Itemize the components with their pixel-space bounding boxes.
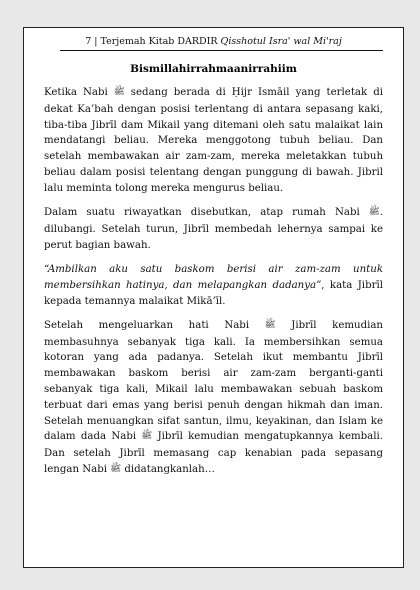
honorific-glyph-icon: ﷺ [368, 207, 380, 218]
book-subtitle: Qisshotul Isra' wal Mi'raj [220, 36, 342, 47]
book-title: Terjemah Kitab DARDIR [100, 36, 218, 47]
paragraph-2 [44, 205, 383, 253]
text-run: sedang berada di Ḥijr Ismāil yang terletak di dekat Ka’bah dengan posisi terlentang di antara sepasang kaki, tiba-tiba Jibrīl dam Mikail yang ditemani oleh satu malaikat lain mendatangi beliau. Mereka menggotong tubuh beliau. Dan setelah membawakan air zam-zam, mereka meletakkan tubuh beliau dalam posisi telentang dengan punggung di bawah. Jibril lalu meminta tolong mereka mengurus beliau. [44, 87, 383, 194]
text-run: Setelah mengeluarkan hati Nabi [44, 319, 265, 331]
text-run: didatangkanlah… [121, 464, 215, 476]
running-header [24, 36, 403, 47]
quoted-speech: “Ambilkan aku satu baskom berisi air zam-zam untuk membersihkan hatinya, dan melapangkan dadanya” [44, 263, 383, 291]
text-run: Jibrīl kemudian mengatupkannya kembali. Dan setelah Jibrīl memasang cap kenabian pada sepasang lengan Nabi [44, 431, 383, 476]
honorific-glyph-icon: ﷺ [110, 464, 122, 475]
honorific-glyph-icon: ﷺ [264, 319, 276, 330]
paragraph-1 [44, 85, 383, 197]
header-separator: | [91, 36, 101, 47]
basmala-heading: Bismillahirrahmaanirrahiim [130, 63, 297, 75]
honorific-glyph-icon: ﷺ [141, 431, 153, 442]
document-page [23, 27, 404, 568]
text-run: Jibrīl kemudian membasuhnya sebanyak tiga kali. Ia membersihkan semua kotoran yang ada padanya. Setelah ikut membantu Jibrīl membawakan baskom berisi air zam-zam berganti-ganti sebanyak tiga kali, Mikail lalu membawakan sebuah baskom terbuat dari emas yang berisi penuh dengan hikmah dan iman. Setelah menuangkan sifat santun, ilmu, keyakinan, dan Islam ke dalam dada Nabi [44, 319, 383, 443]
paragraph-4 [44, 318, 383, 479]
text-run: . dilubangi. Setelah turun, Jibrīl membedah lehernya sampai ke perut bagian bawah. [44, 207, 383, 251]
honorific-glyph-icon: ﷺ [113, 87, 125, 97]
body-text [44, 85, 383, 487]
page-number: 7 [85, 36, 92, 47]
header-rule [60, 50, 383, 51]
text-run: , kata Jibrīl kepada temannya malaikat Mikā’īl. [44, 279, 383, 307]
text-run: Dalam suatu riwayatkan disebutkan, atap rumah Nabi [44, 207, 369, 219]
paragraph-3 [44, 262, 383, 309]
text-run: Ketika Nabi [44, 87, 114, 98]
